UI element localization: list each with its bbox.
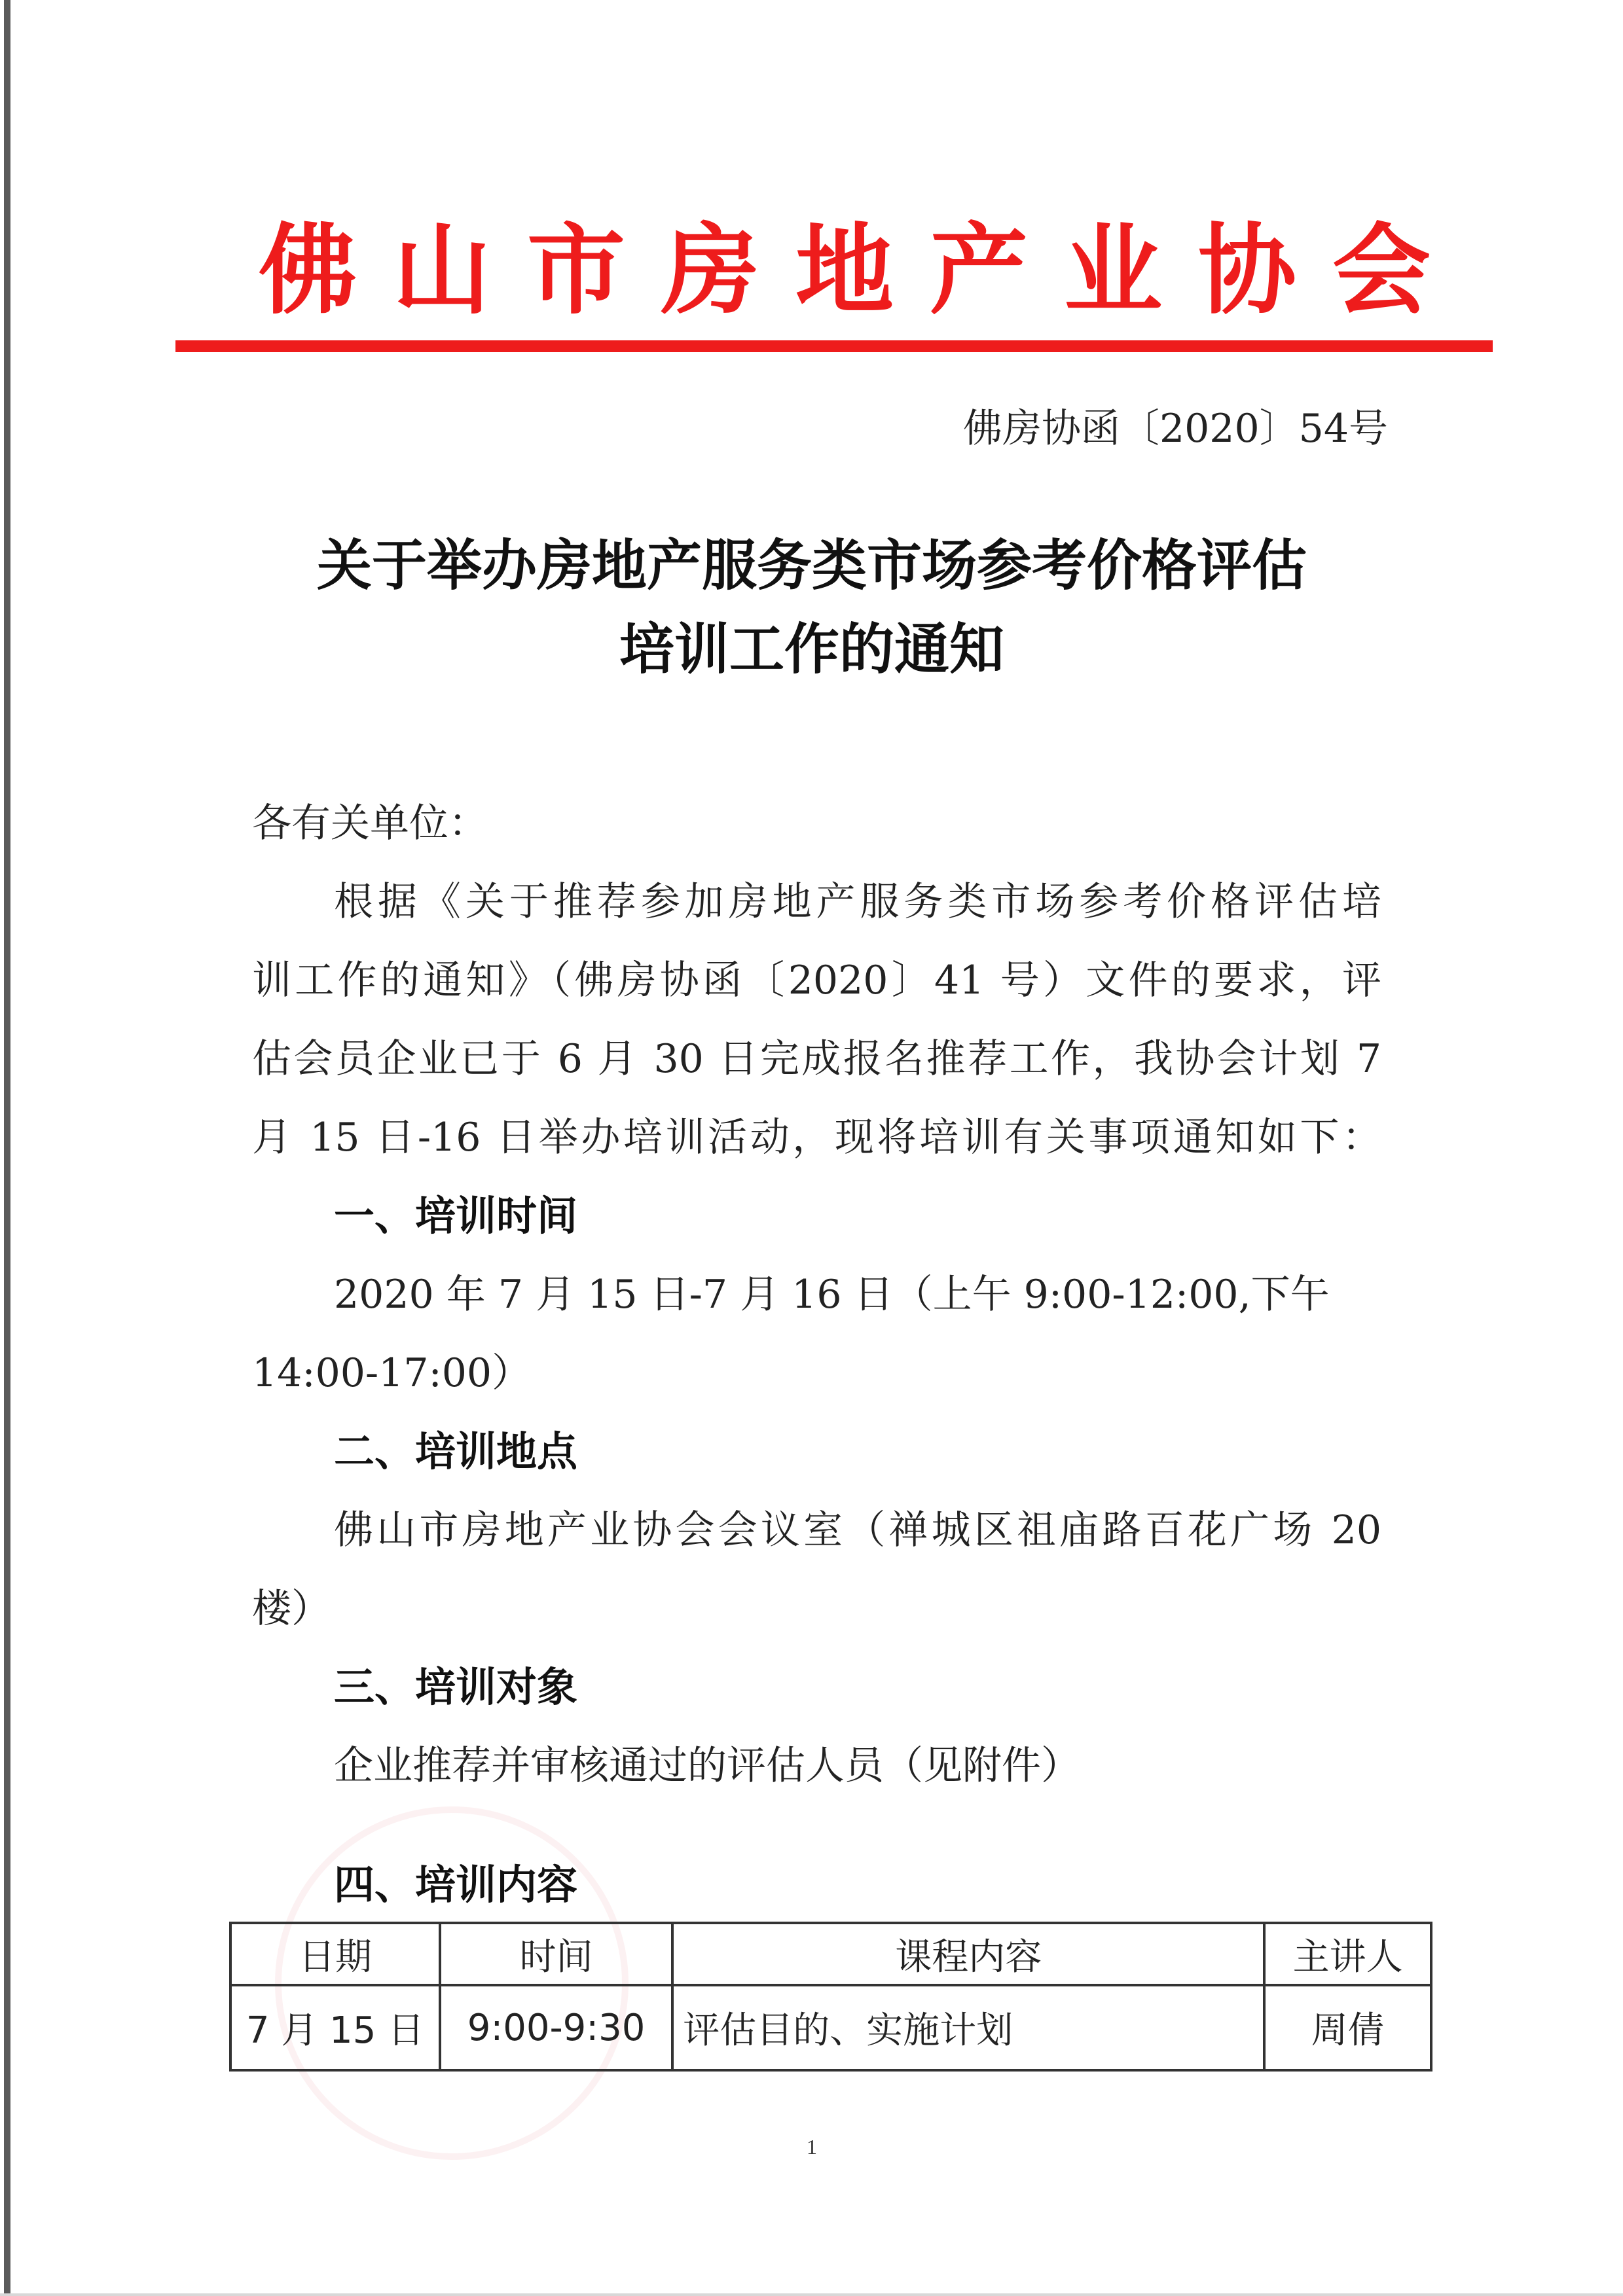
- cell-course: 评估目的、实施计划: [672, 1985, 1264, 2070]
- scan-left-edge: [4, 0, 10, 2296]
- intro-line-3: 估会员企业已于 6 月 30 日完成报名推荐工作，我协会计划 7: [252, 1036, 1381, 1082]
- training-time-line-1: 2020 年 7 月 15 日-7 月 16 日（上午 9:00-12:00,下午: [334, 1272, 1330, 1318]
- section-heading-location: 二、培训地点: [334, 1427, 578, 1475]
- cell-speaker: 周倩: [1264, 1985, 1431, 2070]
- salutation: 各有关单位：: [252, 800, 488, 846]
- section-heading-content: 四、培训内容: [334, 1861, 578, 1909]
- notice-title: [249, 524, 1375, 691]
- training-time-line-2: 14:00-17:00）: [252, 1350, 532, 1396]
- notice-title-line-2: 培训工作的通知: [619, 617, 1004, 681]
- page-number: 1: [807, 2135, 817, 2159]
- document-number: 佛房协函〔2020〕54号: [962, 406, 1388, 452]
- intro-line-1: 根据《关于推荐参加房地产服务类市场参考价格评估培: [334, 879, 1381, 925]
- letterhead-organization: 佛山市房地产业协会: [259, 213, 1431, 328]
- intro-line-4: 月 15 日-16 日举办培训活动，现将培训有关事项通知如下：: [252, 1115, 1381, 1160]
- intro-line-2: 训工作的通知》（佛房协函〔2020〕41 号）文件的要求，评: [252, 958, 1381, 1003]
- section-heading-time: 一、培训时间: [334, 1192, 578, 1240]
- column-header-date: 日期: [230, 1923, 440, 1985]
- table-row: [230, 1985, 1431, 2070]
- training-location-line-2: 楼）: [252, 1586, 331, 1632]
- column-header-time: 时间: [440, 1923, 672, 1985]
- section-heading-audience: 三、培训对象: [334, 1663, 578, 1711]
- scan-bottom-edge: [0, 2293, 1623, 2296]
- cell-time: 9:00-9:30: [440, 1985, 672, 2070]
- training-audience-line: 企业推荐并审核通过的评估人员（见附件）: [334, 1743, 1080, 1789]
- column-header-speaker: 主讲人: [1264, 1923, 1431, 1985]
- cell-date: 7 月 15 日: [230, 1985, 440, 2070]
- table-header-row: [230, 1923, 1431, 1985]
- notice-title-line-1: 关于举办房地产服务类市场参考价格评估: [316, 533, 1307, 598]
- letterhead-red-rule: [175, 340, 1493, 352]
- training-location-line-1: 佛山市房地产业协会会议室（禅城区祖庙路百花广场 20: [334, 1507, 1381, 1553]
- column-header-course: 课程内容: [672, 1923, 1264, 1985]
- training-schedule-table: [229, 1922, 1432, 2072]
